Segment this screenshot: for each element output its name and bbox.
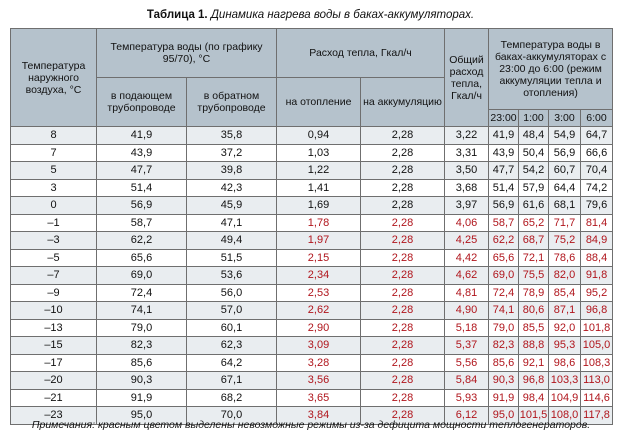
cell-tank-0600: 74,2 <box>581 179 613 197</box>
cell-heating-flow: 2,62 <box>277 302 361 320</box>
cell-tank-0300: 87,1 <box>549 302 581 320</box>
cell-return-temp: 70,0 <box>187 407 277 425</box>
cell-tank-0300: 60,7 <box>549 162 581 180</box>
header-supply-pipe: в подающем трубопроводе <box>97 78 187 127</box>
table-row <box>11 372 613 390</box>
cell-outdoor-temp: 0 <box>11 197 97 215</box>
table-row <box>11 302 613 320</box>
cell-total-flow: 4,62 <box>445 267 489 285</box>
cell-supply-temp: 41,9 <box>97 127 187 145</box>
cell-tank-2300: 95,0 <box>489 407 519 425</box>
cell-return-temp: 42,3 <box>187 179 277 197</box>
cell-tank-0600: 101,8 <box>581 319 613 337</box>
cell-supply-temp: 43,9 <box>97 144 187 162</box>
cell-tank-0300: 103,3 <box>549 372 581 390</box>
table-row <box>11 389 613 407</box>
cell-tank-0600: 95,2 <box>581 284 613 302</box>
cell-supply-temp: 65,6 <box>97 249 187 267</box>
cell-tank-0300: 95,3 <box>549 337 581 355</box>
cell-outdoor-temp: –3 <box>11 232 97 250</box>
cell-accumulation-flow: 2,28 <box>361 179 445 197</box>
cell-tank-0100: 54,2 <box>519 162 549 180</box>
table-row <box>11 284 613 302</box>
header-time-0600: 6:00 <box>581 110 613 127</box>
cell-heating-flow: 2,15 <box>277 249 361 267</box>
table-row <box>11 337 613 355</box>
cell-supply-temp: 85,6 <box>97 354 187 372</box>
cell-tank-0600: 108,3 <box>581 354 613 372</box>
cell-outdoor-temp: –21 <box>11 389 97 407</box>
cell-tank-0600: 117,8 <box>581 407 613 425</box>
cell-accumulation-flow: 2,28 <box>361 302 445 320</box>
cell-supply-temp: 79,0 <box>97 319 187 337</box>
cell-tank-0600: 91,8 <box>581 267 613 285</box>
cell-supply-temp: 51,4 <box>97 179 187 197</box>
cell-heating-flow: 0,94 <box>277 127 361 145</box>
cell-tank-0600: 88,4 <box>581 249 613 267</box>
cell-tank-0300: 92,0 <box>549 319 581 337</box>
cell-tank-0100: 78,9 <box>519 284 549 302</box>
cell-tank-0600: 81,4 <box>581 214 613 232</box>
header-tank-temp-group: Температура воды в баках-аккумуляторах с 23:00 до 6:00 (режим аккумуляции тепла и отопления) <box>489 29 613 110</box>
cell-total-flow: 4,42 <box>445 249 489 267</box>
cell-accumulation-flow: 2,28 <box>361 337 445 355</box>
cell-tank-0300: 56,9 <box>549 144 581 162</box>
cell-heating-flow: 3,84 <box>277 407 361 425</box>
table-row <box>11 232 613 250</box>
cell-tank-0100: 85,5 <box>519 319 549 337</box>
cell-tank-0300: 85,4 <box>549 284 581 302</box>
header-water-temp-group: Температура воды (по графику 95/70), °С <box>97 29 277 78</box>
cell-total-flow: 4,90 <box>445 302 489 320</box>
cell-heating-flow: 3,65 <box>277 389 361 407</box>
cell-supply-temp: 62,2 <box>97 232 187 250</box>
cell-tank-2300: 85,6 <box>489 354 519 372</box>
cell-total-flow: 3,68 <box>445 179 489 197</box>
cell-tank-2300: 47,7 <box>489 162 519 180</box>
cell-heating-flow: 3,09 <box>277 337 361 355</box>
cell-total-flow: 5,18 <box>445 319 489 337</box>
cell-tank-0100: 68,7 <box>519 232 549 250</box>
cell-tank-0300: 82,0 <box>549 267 581 285</box>
cell-tank-0600: 79,6 <box>581 197 613 215</box>
cell-tank-2300: 58,7 <box>489 214 519 232</box>
cell-accumulation-flow: 2,28 <box>361 389 445 407</box>
cell-total-flow: 4,25 <box>445 232 489 250</box>
cell-supply-temp: 56,9 <box>97 197 187 215</box>
cell-tank-2300: 74,1 <box>489 302 519 320</box>
table-row <box>11 354 613 372</box>
cell-outdoor-temp: –15 <box>11 337 97 355</box>
cell-return-temp: 45,9 <box>187 197 277 215</box>
cell-tank-0300: 75,2 <box>549 232 581 250</box>
cell-heating-flow: 3,28 <box>277 354 361 372</box>
cell-return-temp: 62,3 <box>187 337 277 355</box>
header-for-heating: на отопление <box>277 78 361 127</box>
cell-tank-0100: 92,1 <box>519 354 549 372</box>
cell-tank-0100: 80,6 <box>519 302 549 320</box>
cell-heating-flow: 2,53 <box>277 284 361 302</box>
header-return-pipe: в обратном трубопроводе <box>187 78 277 127</box>
cell-return-temp: 35,8 <box>187 127 277 145</box>
cell-return-temp: 68,2 <box>187 389 277 407</box>
cell-total-flow: 4,06 <box>445 214 489 232</box>
cell-tank-0100: 88,8 <box>519 337 549 355</box>
cell-outdoor-temp: –23 <box>11 407 97 425</box>
cell-tank-0100: 72,1 <box>519 249 549 267</box>
cell-return-temp: 53,6 <box>187 267 277 285</box>
cell-outdoor-temp: 8 <box>11 127 97 145</box>
cell-heating-flow: 1,97 <box>277 232 361 250</box>
table-note: Примечания: красным цветом выделены невозможные режимы из-за дефицита мощности теплогенераторов. <box>31 419 591 431</box>
cell-tank-0100: 101,5 <box>519 407 549 425</box>
cell-outdoor-temp: –10 <box>11 302 97 320</box>
header-outdoor-temp: Температура наружного воздуха, °С <box>11 29 97 127</box>
cell-tank-0600: 64,7 <box>581 127 613 145</box>
cell-total-flow: 5,37 <box>445 337 489 355</box>
cell-total-flow: 5,84 <box>445 372 489 390</box>
cell-total-flow: 5,56 <box>445 354 489 372</box>
cell-supply-temp: 69,0 <box>97 267 187 285</box>
cell-supply-temp: 74,1 <box>97 302 187 320</box>
cell-tank-0100: 48,4 <box>519 127 549 145</box>
caption-text: Динамика нагрева воды в баках-аккумуляторах. <box>210 9 475 21</box>
cell-return-temp: 56,0 <box>187 284 277 302</box>
header-for-accumulation: на аккумуляцию <box>361 78 445 127</box>
cell-tank-2300: 69,0 <box>489 267 519 285</box>
cell-total-flow: 3,22 <box>445 127 489 145</box>
cell-tank-0300: 54,9 <box>549 127 581 145</box>
cell-accumulation-flow: 2,28 <box>361 214 445 232</box>
table-row <box>11 319 613 337</box>
cell-return-temp: 49,4 <box>187 232 277 250</box>
cell-supply-temp: 95,0 <box>97 407 187 425</box>
header-heat-flow-group: Расход тепла, Гкал/ч <box>277 29 445 78</box>
header-total-heat-flow: Общий расход тепла, Гкал/ч <box>445 29 489 127</box>
cell-tank-0300: 64,4 <box>549 179 581 197</box>
cell-tank-0100: 65,2 <box>519 214 549 232</box>
cell-tank-2300: 56,9 <box>489 197 519 215</box>
cell-outdoor-temp: –17 <box>11 354 97 372</box>
table-row <box>11 214 613 232</box>
cell-return-temp: 37,2 <box>187 144 277 162</box>
cell-tank-2300: 51,4 <box>489 179 519 197</box>
cell-total-flow: 6,12 <box>445 407 489 425</box>
cell-supply-temp: 90,3 <box>97 372 187 390</box>
cell-heating-flow: 1,22 <box>277 162 361 180</box>
cell-tank-0600: 66,6 <box>581 144 613 162</box>
cell-heating-flow: 2,34 <box>277 267 361 285</box>
cell-tank-0600: 70,4 <box>581 162 613 180</box>
cell-heating-flow: 1,03 <box>277 144 361 162</box>
cell-supply-temp: 58,7 <box>97 214 187 232</box>
cell-outdoor-temp: –20 <box>11 372 97 390</box>
cell-heating-flow: 1,41 <box>277 179 361 197</box>
cell-heating-flow: 1,78 <box>277 214 361 232</box>
cell-accumulation-flow: 2,28 <box>361 284 445 302</box>
cell-tank-0100: 61,6 <box>519 197 549 215</box>
cell-tank-0100: 96,8 <box>519 372 549 390</box>
cell-total-flow: 4,81 <box>445 284 489 302</box>
cell-tank-0600: 113,0 <box>581 372 613 390</box>
table-row <box>11 197 613 215</box>
cell-tank-0600: 84,9 <box>581 232 613 250</box>
cell-tank-0300: 108,0 <box>549 407 581 425</box>
cell-supply-temp: 91,9 <box>97 389 187 407</box>
cell-outdoor-temp: 7 <box>11 144 97 162</box>
cell-accumulation-flow: 2,28 <box>361 249 445 267</box>
cell-tank-0300: 78,6 <box>549 249 581 267</box>
table-row <box>11 249 613 267</box>
cell-outdoor-temp: –7 <box>11 267 97 285</box>
cell-accumulation-flow: 2,28 <box>361 197 445 215</box>
table-row <box>11 127 613 145</box>
cell-tank-2300: 65,6 <box>489 249 519 267</box>
cell-accumulation-flow: 2,28 <box>361 267 445 285</box>
cell-tank-0300: 68,1 <box>549 197 581 215</box>
cell-total-flow: 3,50 <box>445 162 489 180</box>
cell-supply-temp: 82,3 <box>97 337 187 355</box>
header-time-2300: 23:00 <box>489 110 519 127</box>
cell-tank-2300: 79,0 <box>489 319 519 337</box>
cell-tank-0100: 98,4 <box>519 389 549 407</box>
cell-tank-0100: 50,4 <box>519 144 549 162</box>
cell-heating-flow: 1,69 <box>277 197 361 215</box>
cell-tank-0300: 104,9 <box>549 389 581 407</box>
cell-accumulation-flow: 2,28 <box>361 372 445 390</box>
cell-outdoor-temp: –13 <box>11 319 97 337</box>
cell-accumulation-flow: 2,28 <box>361 354 445 372</box>
header-time-0100: 1:00 <box>519 110 549 127</box>
cell-outdoor-temp: –5 <box>11 249 97 267</box>
table-row <box>11 162 613 180</box>
cell-tank-2300: 72,4 <box>489 284 519 302</box>
cell-accumulation-flow: 2,28 <box>361 232 445 250</box>
cell-tank-2300: 43,9 <box>489 144 519 162</box>
cell-return-temp: 57,0 <box>187 302 277 320</box>
cell-return-temp: 64,2 <box>187 354 277 372</box>
cell-tank-0300: 71,7 <box>549 214 581 232</box>
heating-dynamics-table <box>10 28 613 425</box>
cell-accumulation-flow: 2,28 <box>361 407 445 425</box>
cell-accumulation-flow: 2,28 <box>361 162 445 180</box>
cell-return-temp: 47,1 <box>187 214 277 232</box>
cell-tank-2300: 90,3 <box>489 372 519 390</box>
cell-tank-2300: 62,2 <box>489 232 519 250</box>
cell-outdoor-temp: –1 <box>11 214 97 232</box>
cell-heating-flow: 2,90 <box>277 319 361 337</box>
cell-tank-2300: 91,9 <box>489 389 519 407</box>
cell-return-temp: 39,8 <box>187 162 277 180</box>
table-body <box>11 127 613 425</box>
cell-return-temp: 60,1 <box>187 319 277 337</box>
cell-total-flow: 5,93 <box>445 389 489 407</box>
table-caption <box>0 8 621 22</box>
cell-outdoor-temp: –9 <box>11 284 97 302</box>
cell-return-temp: 51,5 <box>187 249 277 267</box>
header-time-0300: 3:00 <box>549 110 581 127</box>
cell-return-temp: 67,1 <box>187 372 277 390</box>
cell-tank-2300: 41,9 <box>489 127 519 145</box>
cell-heating-flow: 3,56 <box>277 372 361 390</box>
cell-supply-temp: 47,7 <box>97 162 187 180</box>
cell-tank-2300: 82,3 <box>489 337 519 355</box>
cell-supply-temp: 72,4 <box>97 284 187 302</box>
cell-tank-0100: 75,5 <box>519 267 549 285</box>
cell-tank-0100: 57,9 <box>519 179 549 197</box>
cell-accumulation-flow: 2,28 <box>361 127 445 145</box>
cell-total-flow: 3,31 <box>445 144 489 162</box>
cell-accumulation-flow: 2,28 <box>361 144 445 162</box>
cell-tank-0600: 114,6 <box>581 389 613 407</box>
caption-label: Таблица 1. <box>146 9 208 21</box>
table-row <box>11 179 613 197</box>
table-row <box>11 267 613 285</box>
cell-total-flow: 3,97 <box>445 197 489 215</box>
table-row <box>11 144 613 162</box>
cell-outdoor-temp: 3 <box>11 179 97 197</box>
cell-tank-0600: 96,8 <box>581 302 613 320</box>
cell-tank-0300: 98,6 <box>549 354 581 372</box>
cell-outdoor-temp: 5 <box>11 162 97 180</box>
cell-tank-0600: 105,0 <box>581 337 613 355</box>
cell-accumulation-flow: 2,28 <box>361 319 445 337</box>
